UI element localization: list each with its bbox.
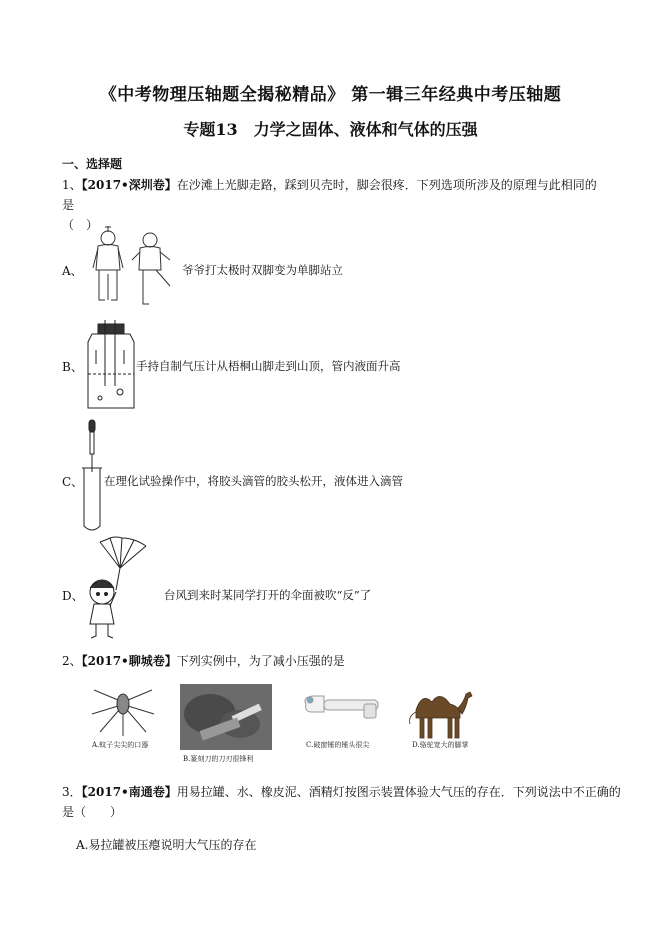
window-hammer-drawing xyxy=(298,690,382,736)
option-a-figure xyxy=(88,226,178,312)
question-3-number: 3． xyxy=(62,785,82,799)
carving-knife-drawing xyxy=(180,684,272,750)
question-1-text: 在沙滩上光脚走路，踩到贝壳时，脚会很疼．下列选项所涉及的原理与此相同的是 xyxy=(62,178,597,212)
section-heading: 一、选择题 xyxy=(62,157,123,171)
option-c-text: 在理化试验操作中，将胶头滴管的胶头松开，液体进入滴管 xyxy=(104,474,403,488)
barometer-bottle-image xyxy=(84,320,138,412)
mosquito-drawing xyxy=(88,684,158,736)
caption-a: A.蚊子尖尖的口器 xyxy=(92,741,149,749)
question-1-paren: （ ） xyxy=(62,218,99,232)
option-b-figure xyxy=(84,320,138,416)
page-title: 《中考物理压轴题全揭秘精品》 第一辑三年经典中考压轴题 xyxy=(99,85,562,105)
question-2-number: 2、 xyxy=(62,654,82,668)
option-c-figure xyxy=(80,420,104,536)
question-3-text-2: 是（ ） xyxy=(62,805,123,819)
option-c-letter: C、 xyxy=(62,475,84,489)
question-3-option-a: A.易拉罐被压瘪说明大气压的存在 xyxy=(76,838,257,852)
camel-image xyxy=(398,684,480,740)
umbrella-girl-image xyxy=(80,538,164,642)
question-3-source: 【2017•南通卷】 xyxy=(81,785,177,799)
question-3-text: 用易拉罐、水、橡皮泥、酒精灯按图示装置体验大气压的存在．下列说法中不正确的 xyxy=(176,785,621,799)
window-hammer-image xyxy=(298,690,382,736)
question-1-source: 【2017•深圳卷】 xyxy=(81,178,177,192)
page-subtitle: 专题13 力学之固体、液体和气体的压强 xyxy=(183,120,478,139)
taichi-figures-image xyxy=(88,226,178,308)
camel-drawing xyxy=(398,684,480,740)
option-b-letter: B、 xyxy=(62,360,83,374)
carving-knife-image xyxy=(180,684,272,750)
option-d-figure xyxy=(80,538,164,646)
caption-d: D.骆驼宽大的脚掌 xyxy=(412,741,469,749)
option-a-text: 爷爷打太极时双脚变为单脚站立 xyxy=(182,263,343,277)
option-d-text: 台风到来时某同学打开的伞面被吹“反”了 xyxy=(164,588,372,602)
question-3 xyxy=(62,782,622,822)
dropper-test-tube-image xyxy=(80,420,104,532)
mosquito-image xyxy=(88,684,158,736)
question-2-text: 下列实例中，为了减小压强的是 xyxy=(176,654,345,668)
question-2 xyxy=(62,651,602,671)
option-a-letter: A、 xyxy=(62,264,83,278)
question-1-number: 1、 xyxy=(62,178,82,192)
question-2-source: 【2017•聊城卷】 xyxy=(81,654,177,668)
option-d-letter: D、 xyxy=(62,589,84,603)
caption-c: C.破窗锤的锤头很尖 xyxy=(306,741,370,749)
caption-b: B.篆刻刀的刀刃很锋利 xyxy=(183,755,254,763)
option-b-text: 手持自制气压计从梧桐山脚走到山顶，管内液面升高 xyxy=(136,359,401,373)
